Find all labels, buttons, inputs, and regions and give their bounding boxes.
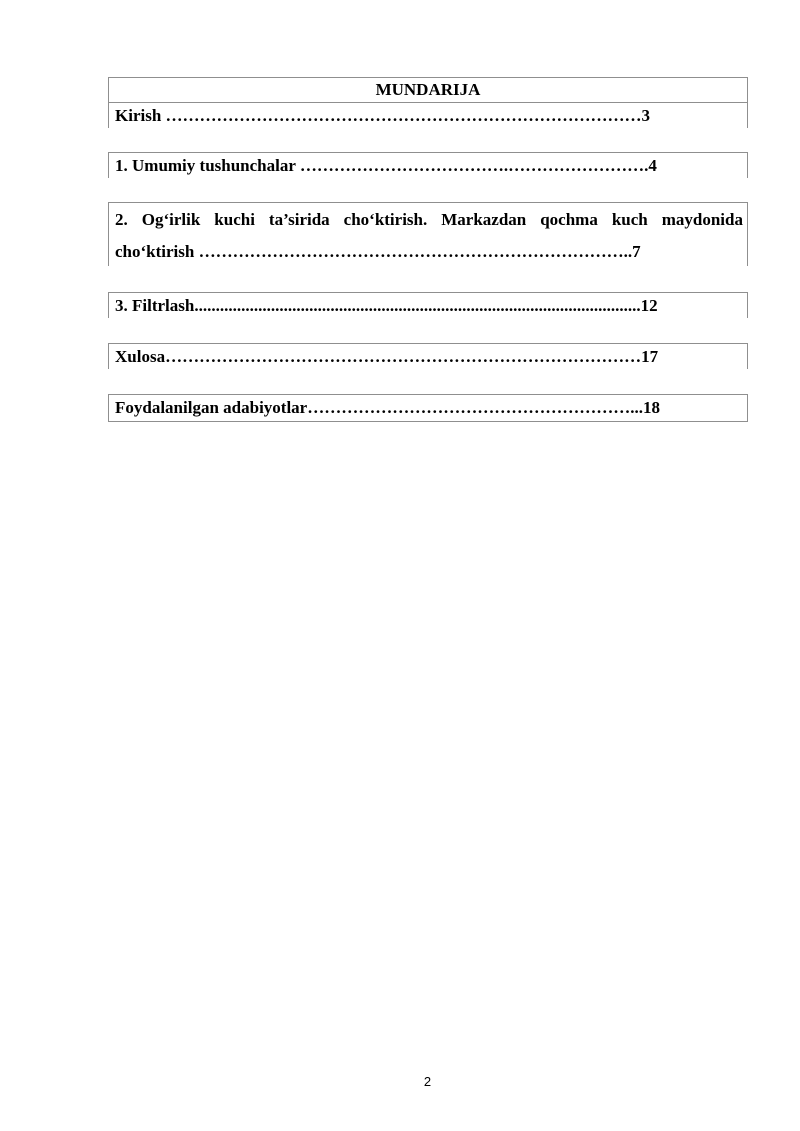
- toc-title: MUNDARIJA: [375, 80, 481, 99]
- toc-entry-text: Kirish …………………………………………………………………………3: [115, 106, 651, 125]
- toc-entry-xulosa[interactable]: [108, 343, 748, 369]
- toc-entry-text: Xulosa…………………………………………………………………………17: [115, 347, 659, 366]
- toc-entry-kirish[interactable]: [109, 102, 747, 128]
- page-number: 2: [423, 1074, 432, 1089]
- toc-entry-filtrlash[interactable]: [108, 292, 748, 318]
- toc-entry-text: 1. Umumiy tushunchalar ……………………………….…………………….4: [115, 156, 657, 175]
- toc-heading-box: [108, 77, 748, 128]
- toc-entry-text: 3. Filtrlash.........................................................................................................12: [115, 296, 658, 315]
- toc-entry-adabiyotlar[interactable]: [108, 394, 748, 422]
- toc-entry-text-line1: 2. Og‘irlik kuchi ta’sirida cho‘ktirish. Markazdan qochma kuch maydonida: [115, 210, 743, 229]
- toc-entry-umumiy[interactable]: [108, 152, 748, 178]
- toc-entry-text-line2: cho‘ktirish …………………………………………………………………..7: [115, 242, 641, 261]
- toc-entry-ogirlik[interactable]: [108, 202, 748, 266]
- table-of-contents: [108, 77, 748, 422]
- toc-entry-text: Foydalanilgan adabiyotlar…………………………………………………...18: [115, 398, 660, 417]
